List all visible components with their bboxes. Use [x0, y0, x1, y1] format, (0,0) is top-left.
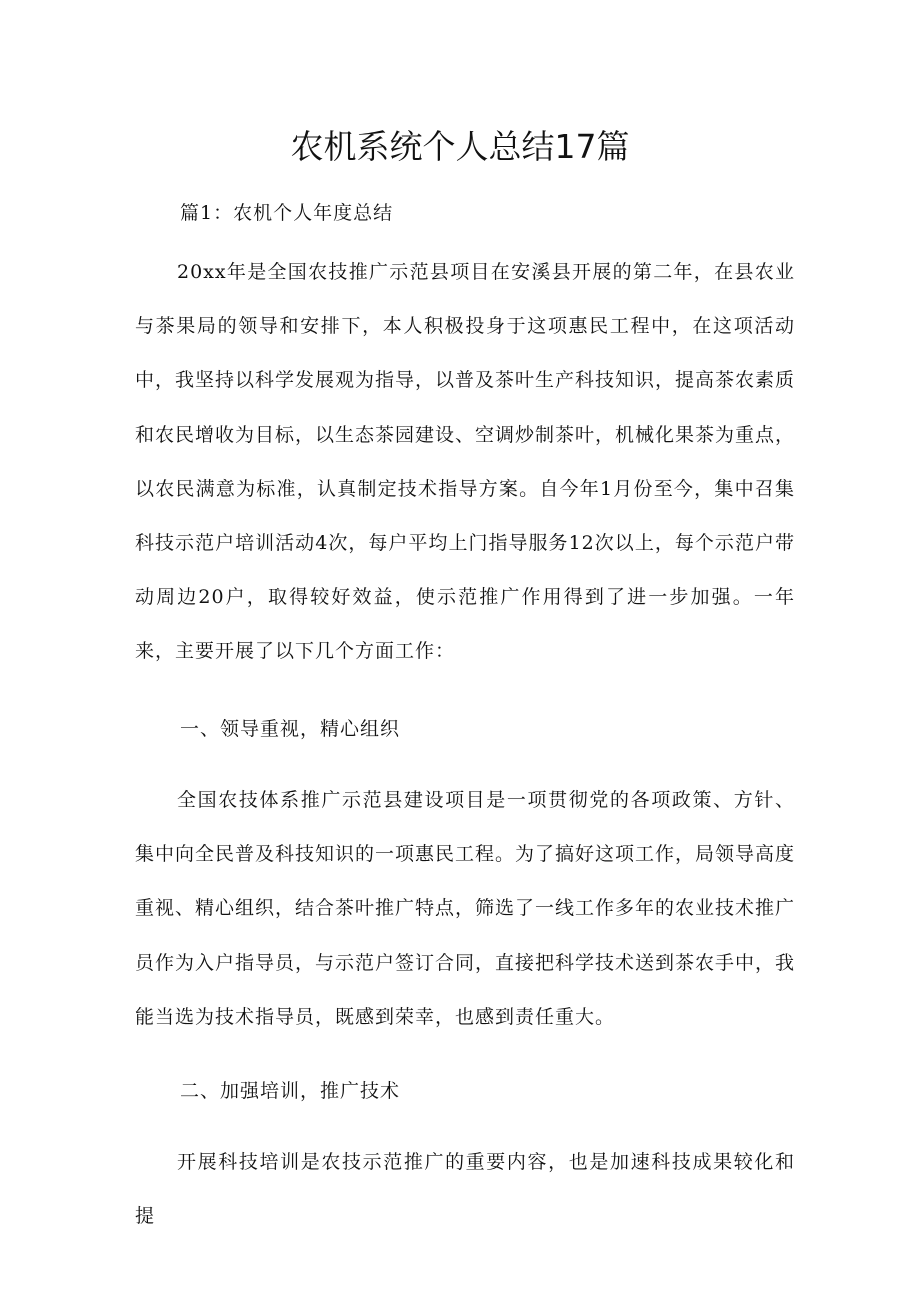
intro-paragraph: 20xx年是全国农技推广示范县项目在安溪县开展的第二年，在县农业与茶果局的领导和安排下，本人积极投身于这项惠民工程中，在这项活动中，我坚持以科学发展观为指导，以普及茶叶生产科技知识，提高茶农素质和农民增收为目标，以生态茶园建设、空调炒制茶叶，机械化果茶为重点，以农民满意为标准，认真制定技术指导方案。自今年1月份至今，集中召集科技示范户培训活动4次，每户平均上门指导服务12次以上，每个示范户带动周边20户，取得较好效益，使示范推广作用得到了进一步加强。一年来，主要开展了以下几个方面工作： — [135, 261, 796, 663]
article-heading: 篇1：农机个人年度总结 — [180, 202, 394, 224]
section-heading-2: 二、加强培训，推广技术 — [180, 1080, 401, 1102]
section-1-paragraph: 全国农技体系推广示范县建设项目是一项贯彻党的各项政策、方针、集中向全民普及科技知识的一项惠民工程。为了搞好这项工作，局领导高度重视、精心组织，结合茶叶推广特点，筛选了一线工作多年的农业技术推广员作为入户指导员，与示范户签订合同，直接把科学技术送到茶农手中，我能当选为技术指导员，既感到荣幸，也感到责任重大。 — [135, 789, 796, 1028]
section-heading-1: 一、领导重视，精心组织 — [180, 718, 401, 740]
section-2-paragraph: 开展科技培训是农技示范推广的重要内容，也是加速科技成果较化和提 — [135, 1151, 795, 1228]
document-title: 农机系统个人总结17篇 — [290, 127, 630, 166]
